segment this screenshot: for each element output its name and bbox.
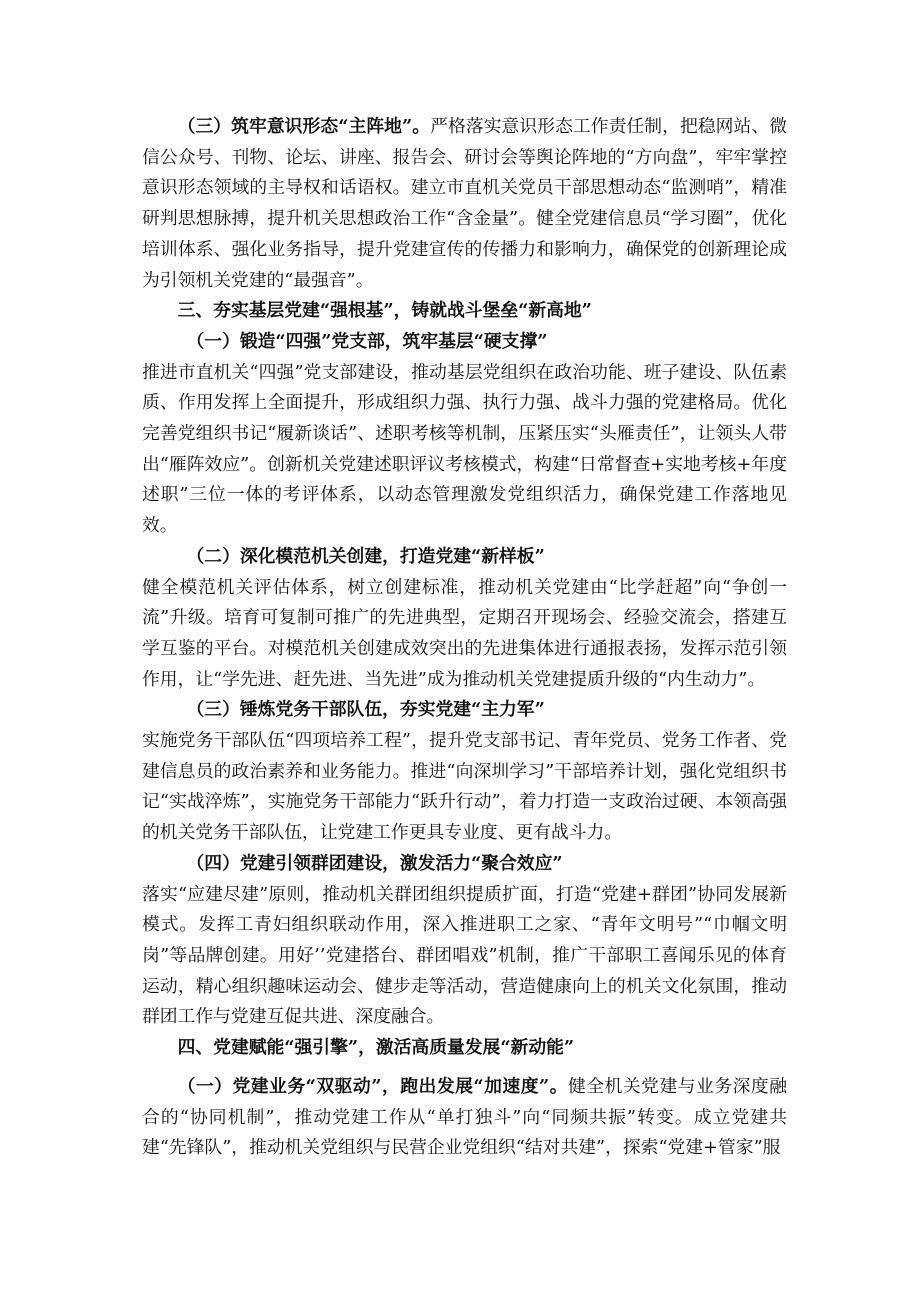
section-heading-4: 四、党建赋能“强引擎”，激活高质量发展“新动能” [177, 1037, 575, 1059]
paragraph-text: 严格落实意识形态工作责任制，把稳网站、微信公众号、刊物、论坛、讲座、报告会、研讨会等舆论阵地的“方向盘”，牢牢掌控意识形态领域的主导权和话语权。建立市直机关党员干部思想动态“监测哨”，精准研判思想脉搏，提升机关思想政治工作“含金量”。健全党建信息员“学习圈”，优化培训体系、强化业务指导，提升党建宣传的传播力和影响力，确保党的创新理论成为引领机关党建的“最强音”。 [142, 116, 787, 291]
document-page [142, 112, 787, 1164]
paragraph-text: 健全机关党建与业务深度融合的“协同机制”，推动党建工作从“单打独斗”向“同频共振”转变。成立党建共建“先锋队”，推动机关党组织与民营企业党组织“结对共建”，探索“党建+管家”服 [142, 1075, 787, 1159]
subheading-3-2: （二）深化模范机关创建，打造党建“新样板” [186, 545, 545, 567]
paragraph-4-1 [142, 1072, 787, 1164]
subheading-3-4: （四）党建引领群团建设，激发活力“聚合效应” [186, 852, 563, 874]
paragraph-lead: （一）党建业务“双驱动”，跑出发展“加速度”。 [177, 1075, 569, 1097]
paragraph-lead: （三）筑牢意识形态“主阵地”。 [177, 116, 431, 137]
body-3-4: 落实“应建尽建”原则，推动机关群团组织提质扩面，打造“党建+群团”协同发展新模式。发挥工青妇组织联动作用，深入推进职工之家、“青年文明号”“巾帼文明岗”等品牌创建。用好’’党建搭台、群团唱戏”机制，推广干部职工喜闻乐见的体育运动，精心组织趣味运动会、健步走等活动，营造健康向上的机关文化氛围，推动群团工作与党建互促共进、深度融合。 [142, 883, 787, 1028]
paragraph-ideology [142, 112, 787, 296]
body-3-2: 健全模范机关评估体系，树立创建标准，推动机关党建由“比学赶超”向“争创一流”升级。培育可复制可推广的先进典型，定期召开现场会、经验交流会，搭建互学互鉴的平台。对模范机关创建成效突出的先进集体进行通报表扬，发挥示范引领作用，让“学先进、赶先进、当先进”成为推动机关党建提质升级的“内生动力”。 [142, 576, 787, 690]
section-heading-3: 三、夯实基层党建“强根基”，铸就战斗堡垒“新高地” [177, 300, 592, 322]
subheading-3-3: （三）锤炼党务干部队伍，夯实党建“主力军” [186, 699, 545, 721]
subheading-3-1: （一）锻造“四强”党支部，筑牢基层“硬支撑” [186, 330, 548, 352]
body-3-1: 推进市直机关“四强”党支部建设，推动基层党组织在政治功能、班子建设、队伍素质、作用发挥上全面提升，形成组织力强、执行力强、战斗力强的党建格局。优化完善党组织书记“履新谈话”、述职考核等机制，压紧压实“头雁责任”，让领头人带出“雁阵效应”。创新机关党建述职评议考核模式，构建“日常督查+实地考核+年度述职”三位一体的考评体系，以动态管理激发党组织活力，确保党建工作落地见效。 [142, 361, 787, 537]
body-3-3: 实施党务干部队伍“四项培养工程”，提升党支部书记、青年党员、党务工作者、党建信息员的政治素养和业务能力。推进“向深圳学习”干部培养计划，强化党组织书记“实战淬炼”，实施党务干部能力“跃升行动”，着力打造一支政治过硬、本领高强的机关党务干部队伍，让党建工作更具专业度、更有战斗力。 [142, 730, 787, 844]
